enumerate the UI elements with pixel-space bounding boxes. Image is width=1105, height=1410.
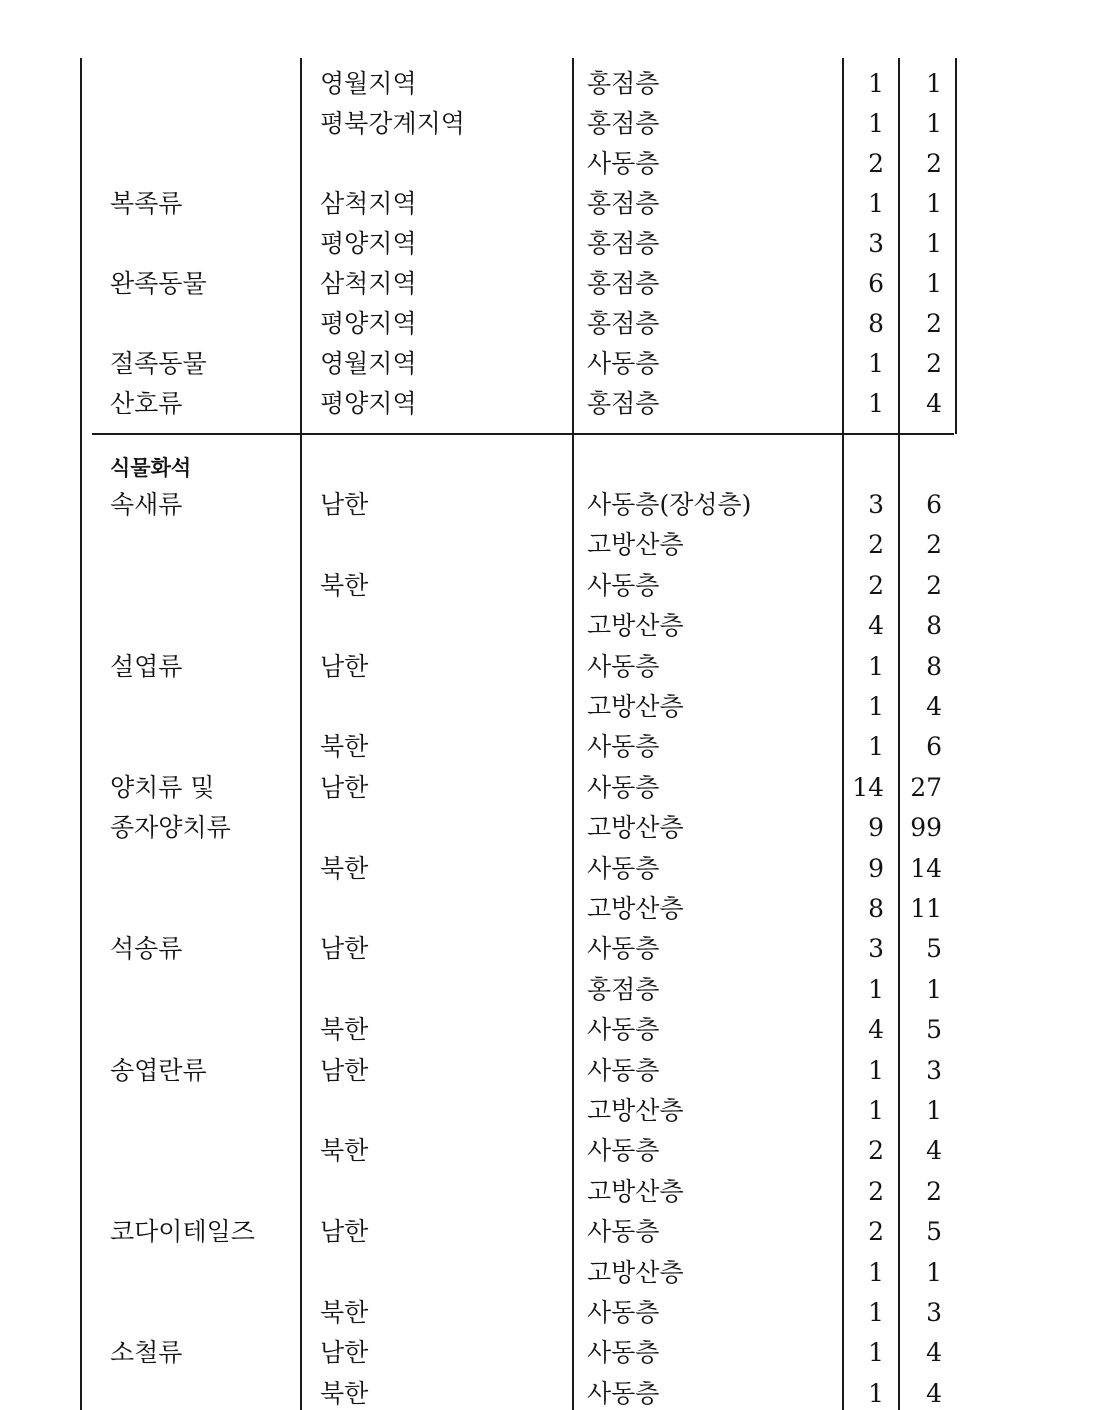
region-cell: 남한 (320, 490, 369, 519)
count-2-cell: 5 (926, 1015, 942, 1045)
column-divider-2 (572, 58, 574, 1410)
count-1-cell: 1 (868, 1257, 884, 1287)
count-1-cell: 1 (868, 109, 884, 138)
count-2-cell: 4 (926, 1338, 942, 1368)
count-2-cell: 99 (910, 813, 942, 843)
count-2-cell: 4 (926, 1378, 942, 1408)
count-2-cell: 6 (926, 732, 942, 762)
count-1-cell: 2 (868, 1217, 884, 1247)
formation-cell: 고방산층 (587, 611, 684, 641)
count-2-cell: 2 (926, 309, 942, 338)
region-cell: 남한 (320, 934, 369, 964)
count-1-cell: 1 (868, 1298, 884, 1327)
count-1-cell: 1 (868, 1338, 884, 1368)
count-1-cell: 3 (868, 934, 884, 964)
region-cell: 남한 (320, 772, 369, 802)
count-1-cell: 2 (868, 1176, 884, 1206)
count-1-cell: 6 (868, 269, 884, 298)
formation-cell: 사동층 (587, 149, 660, 178)
count-2-cell: 2 (926, 570, 942, 600)
count-1-cell: 2 (868, 570, 884, 600)
region-cell: 남한 (320, 1055, 369, 1085)
region-cell: 평양지역 (320, 309, 417, 338)
region-cell: 북한 (320, 570, 369, 600)
formation-cell: 고방산층 (587, 1176, 684, 1206)
formation-cell: 고방산층 (587, 1096, 684, 1125)
region-cell: 평북강계지역 (320, 109, 465, 138)
group-name-cell: 소철류 (110, 1338, 183, 1368)
formation-cell: 사동층 (587, 651, 660, 681)
region-cell: 영월지역 (320, 349, 417, 378)
count-1-cell: 4 (868, 611, 884, 641)
count-1-cell: 1 (868, 349, 884, 378)
count-1-cell: 1 (868, 1096, 884, 1125)
count-2-cell: 2 (926, 149, 942, 178)
count-1-cell: 1 (868, 732, 884, 762)
count-1-cell: 1 (868, 651, 884, 681)
count-2-cell: 1 (926, 229, 942, 258)
left-border-line (80, 58, 82, 1410)
column-divider-4 (898, 58, 900, 1410)
count-2-cell: 1 (926, 1096, 942, 1125)
group-name-cell: 양치류 및 (110, 772, 215, 802)
section-title: 식물화석 (110, 456, 192, 480)
count-1-cell: 3 (868, 229, 884, 258)
count-2-cell: 8 (926, 611, 942, 641)
region-cell: 평양지역 (320, 389, 417, 418)
formation-cell: 홍점층 (587, 189, 660, 218)
count-2-cell: 14 (910, 853, 942, 883)
count-2-cell: 4 (926, 389, 942, 418)
group-name-cell: 복족류 (110, 189, 183, 218)
count-2-cell: 1 (926, 109, 942, 138)
count-1-cell: 1 (868, 389, 884, 418)
region-cell: 북한 (320, 732, 369, 762)
count-1-cell: 1 (868, 692, 884, 721)
count-1-cell: 1 (868, 1378, 884, 1408)
count-2-cell: 2 (926, 530, 942, 560)
region-cell: 북한 (320, 1378, 369, 1408)
formation-cell: 사동층 (587, 1298, 660, 1327)
count-1-cell: 8 (868, 309, 884, 338)
formation-cell: 사동층 (587, 1338, 660, 1368)
group-name-cell: 산호류 (110, 389, 183, 418)
formation-cell: 사동층 (587, 772, 660, 802)
count-2-cell: 5 (926, 934, 942, 964)
count-1-cell: 2 (868, 1136, 884, 1166)
count-2-cell: 4 (926, 1136, 942, 1166)
region-cell: 남한 (320, 651, 369, 681)
group-name-cell: 석송류 (110, 934, 183, 964)
region-cell: 북한 (320, 1015, 369, 1045)
region-cell: 남한 (320, 1338, 369, 1368)
group-name-cell: 종자양치류 (110, 813, 231, 843)
count-1-cell: 2 (868, 149, 884, 178)
region-cell: 북한 (320, 853, 369, 883)
count-2-cell: 6 (926, 490, 942, 519)
count-1-cell: 1 (868, 69, 884, 98)
count-2-cell: 3 (926, 1055, 942, 1085)
column-divider-1 (300, 58, 302, 1410)
count-1-cell: 14 (852, 772, 884, 802)
formation-cell: 사동층 (587, 349, 660, 378)
count-1-cell: 2 (868, 530, 884, 560)
region-cell: 북한 (320, 1136, 369, 1166)
formation-cell: 홍점층 (587, 269, 660, 298)
group-name-cell: 완족동물 (110, 269, 207, 298)
count-2-cell: 4 (926, 692, 942, 721)
formation-cell: 홍점층 (587, 229, 660, 258)
count-1-cell: 3 (868, 490, 884, 519)
formation-cell: 고방산층 (587, 692, 684, 721)
region-cell: 삼척지역 (320, 269, 417, 298)
region-cell: 영월지역 (320, 69, 417, 98)
formation-cell: 홍점층 (587, 974, 660, 1004)
count-2-cell: 11 (910, 894, 942, 923)
count-2-cell: 1 (926, 189, 942, 218)
formation-cell: 홍점층 (587, 109, 660, 138)
region-cell: 남한 (320, 1217, 369, 1247)
count-2-cell: 1 (926, 974, 942, 1004)
count-2-cell: 3 (926, 1298, 942, 1327)
formation-cell: 사동층 (587, 1217, 660, 1247)
count-1-cell: 4 (868, 1015, 884, 1045)
group-name-cell: 설엽류 (110, 651, 183, 681)
count-2-cell: 2 (926, 349, 942, 378)
count-2-cell: 1 (926, 69, 942, 98)
region-cell: 평양지역 (320, 229, 417, 258)
count-1-cell: 1 (868, 189, 884, 218)
region-cell: 삼척지역 (320, 189, 417, 218)
count-1-cell: 9 (868, 813, 884, 843)
formation-cell: 고방산층 (587, 813, 684, 843)
count-1-cell: 8 (868, 894, 884, 923)
group-name-cell: 코다이테일즈 (110, 1217, 255, 1247)
count-1-cell: 1 (868, 974, 884, 1004)
region-cell: 북한 (320, 1298, 369, 1327)
formation-cell: 사동층 (587, 853, 660, 883)
count-1-cell: 1 (868, 1055, 884, 1085)
formation-cell: 사동층 (587, 570, 660, 600)
count-2-cell: 1 (926, 269, 942, 298)
formation-cell: 사동층(장성층) (587, 490, 752, 519)
group-name-cell: 속새류 (110, 490, 183, 519)
formation-cell: 홍점층 (587, 69, 660, 98)
formation-cell: 고방산층 (587, 894, 684, 923)
formation-cell: 사동층 (587, 1055, 660, 1085)
formation-cell: 사동층 (587, 732, 660, 762)
formation-cell: 사동층 (587, 1136, 660, 1166)
column-divider-3 (842, 58, 844, 1410)
formation-cell: 홍점층 (587, 309, 660, 338)
formation-cell: 홍점층 (587, 389, 660, 418)
count-2-cell: 5 (926, 1217, 942, 1247)
formation-cell: 사동층 (587, 1378, 660, 1408)
formation-cell: 고방산층 (587, 530, 684, 560)
formation-cell: 사동층 (587, 934, 660, 964)
formation-cell: 고방산층 (587, 1257, 684, 1287)
group-name-cell: 송엽란류 (110, 1055, 207, 1085)
count-1-cell: 9 (868, 853, 884, 883)
count-2-cell: 1 (926, 1257, 942, 1287)
count-2-cell: 8 (926, 651, 942, 681)
section-separator-line (92, 433, 954, 435)
formation-cell: 사동층 (587, 1015, 660, 1045)
count-2-cell: 2 (926, 1176, 942, 1206)
right-border-line (955, 58, 957, 434)
group-name-cell: 절족동물 (110, 349, 207, 378)
count-2-cell: 27 (910, 772, 942, 802)
